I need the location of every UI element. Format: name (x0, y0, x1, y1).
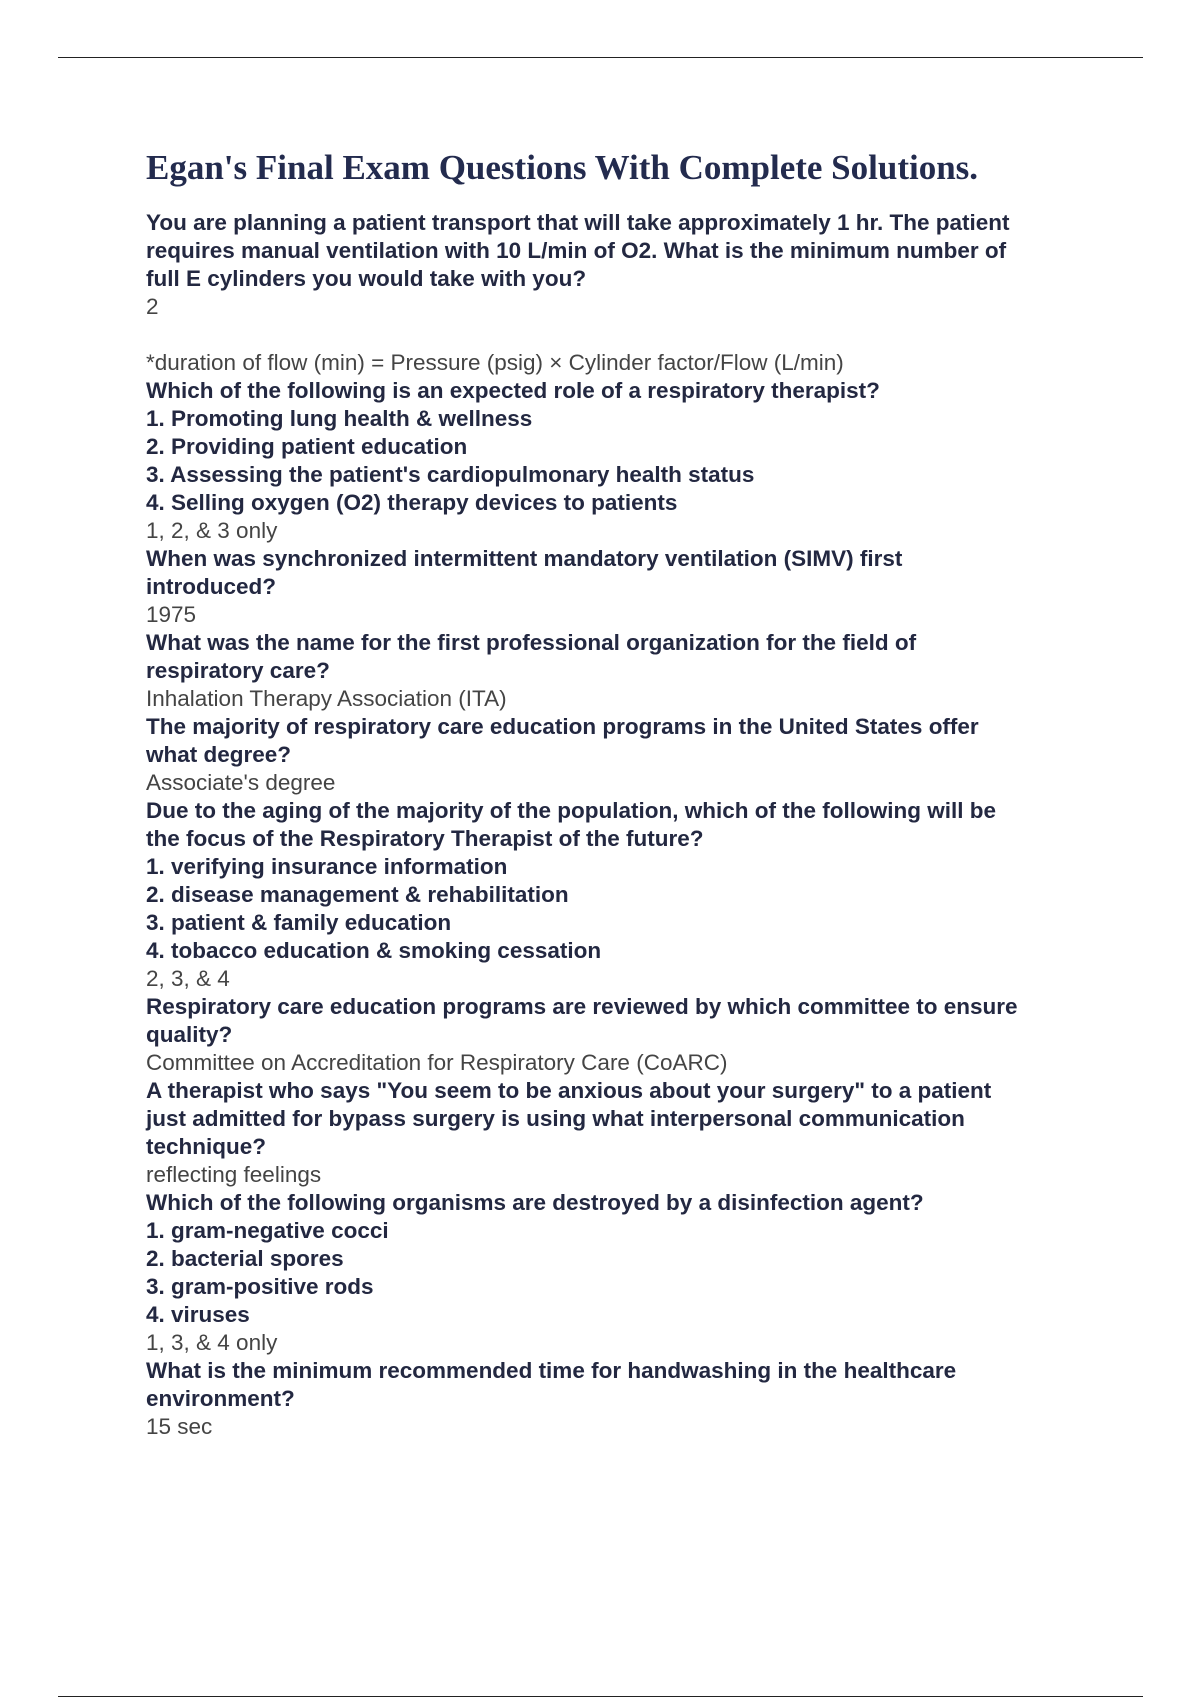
answer-line: Associate's degree (146, 770, 336, 795)
question-line: 2. Providing patient education (146, 434, 468, 459)
question-line: just admitted for bypass surgery is using what interpersonal communication (146, 1106, 965, 1131)
question-line: respiratory care? (146, 658, 330, 683)
question-line: 3. gram-positive rods (146, 1274, 374, 1299)
answer-line: Committee on Accreditation for Respiratory Care (CoARC) (146, 1050, 728, 1075)
answer-line: 2, 3, & 4 (146, 966, 230, 991)
question-line: Respiratory care education programs are reviewed by which committee to ensure (146, 994, 1018, 1019)
answer-line: *duration of flow (min) = Pressure (psig) × Cylinder factor/Flow (L/min) (146, 350, 844, 375)
question-line: the focus of the Respiratory Therapist of the future? (146, 826, 704, 851)
blank-line (146, 321, 1096, 349)
question-line: 4. viruses (146, 1302, 250, 1327)
question-line: full E cylinders you would take with you? (146, 266, 587, 291)
answer-line: 2 (146, 294, 159, 319)
question-line: Which of the following organisms are destroyed by a disinfection agent? (146, 1190, 924, 1215)
qa-list (146, 209, 1096, 1441)
question-line: 3. Assessing the patient's cardiopulmonary health status (146, 462, 755, 487)
answer-line: Inhalation Therapy Association (ITA) (146, 686, 507, 711)
question-line: A therapist who says "You seem to be anxious about your surgery" to a patient (146, 1078, 992, 1103)
question-line: 4. Selling oxygen (O2) therapy devices to patients (146, 490, 678, 515)
question-line: What was the name for the first professional organization for the field of (146, 630, 917, 655)
answer-line: 1, 2, & 3 only (146, 518, 278, 543)
question-line: 1. Promoting lung health & wellness (146, 406, 533, 431)
document-body (146, 144, 1096, 1441)
question-line: 4. tobacco education & smoking cessation (146, 938, 602, 963)
question-line: what degree? (146, 742, 292, 767)
question-line: technique? (146, 1134, 267, 1159)
question-line: environment? (146, 1386, 295, 1411)
question-line: 2. disease management & rehabilitation (146, 882, 569, 907)
answer-line: 15 sec (146, 1414, 213, 1439)
document-title: Egan's Final Exam Questions With Complete Solutions. (146, 148, 979, 187)
question-line: introduced? (146, 574, 276, 599)
question-line: Due to the aging of the majority of the population, which of the following will be (146, 798, 996, 823)
answer-line: 1975 (146, 602, 197, 627)
question-line: You are planning a patient transport that will take approximately 1 hr. The patient (146, 210, 1010, 235)
question-line: When was synchronized intermittent mandatory ventilation (SIMV) first (146, 546, 903, 571)
answer-line: 1, 3, & 4 only (146, 1330, 278, 1355)
bottom-rule (58, 1696, 1143, 1697)
question-line: 1. verifying insurance information (146, 854, 508, 879)
question-line: 2. bacterial spores (146, 1246, 344, 1271)
question-line: 1. gram-negative cocci (146, 1218, 389, 1243)
question-line: The majority of respiratory care education programs in the United States offer (146, 714, 979, 739)
question-line: 3. patient & family education (146, 910, 452, 935)
question-line: requires manual ventilation with 10 L/min of O2. What is the minimum number of (146, 238, 1007, 263)
answer-line: reflecting feelings (146, 1162, 322, 1187)
question-line: Which of the following is an expected role of a respiratory therapist? (146, 378, 880, 403)
question-line: quality? (146, 1022, 233, 1047)
top-rule (58, 57, 1143, 58)
question-line: What is the minimum recommended time for handwashing in the healthcare (146, 1358, 957, 1383)
